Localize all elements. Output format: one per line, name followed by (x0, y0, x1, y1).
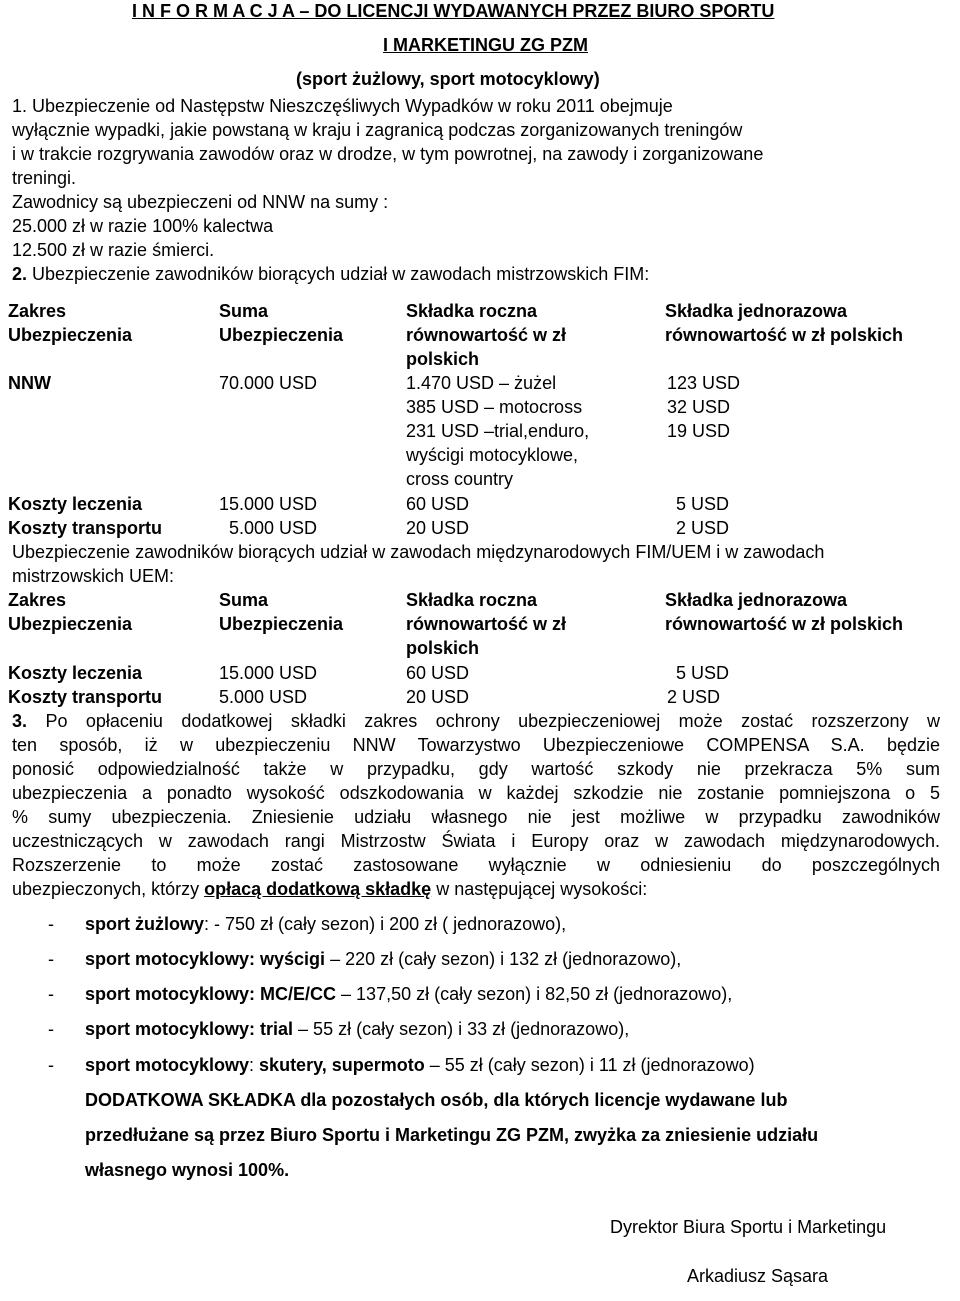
section-3-line: ponosić odpowiedzialność także w przypadku, gdy wartość szkody nie przekracza 5% sum (12, 759, 940, 779)
col-header-jednorazowa-2: równowartość w zł polskich (665, 614, 904, 634)
section-2-number: 2. (12, 264, 28, 284)
col-header-roczna-2: równowartość w zł (406, 614, 567, 634)
list-item-bold: sport motocyklowy: trial (85, 1019, 294, 1039)
section-3-number: 3. (12, 711, 28, 731)
nnw-roczna-line: cross country (406, 469, 514, 489)
col-header-suma-2: Ubezpieczenia (219, 325, 344, 345)
section-2-title-text: Ubezpieczenie zawodników biorących udział w zawodach mistrzowskich FIM: (32, 264, 650, 284)
section-2b-line: Ubezpieczenie zawodników biorących udział w zawodach międzynarodowych FIM/UEM i w zawodach (12, 542, 825, 562)
section-1-line: 12.500 zł w razie śmierci. (12, 240, 215, 260)
nnw-roczna-line: 231 USD –trial,enduro, (406, 421, 590, 441)
list-item-rest: – 137,50 zł (cały sezon) i 82,50 zł (jednorazowo), (336, 984, 733, 1004)
transportu-jednorazowa: 2 USD (676, 518, 730, 538)
section-3-line: ten sposób, iż w ubezpieczeniu NNW Towarzystwo Ubezpieczeniowe COMPENSA S.A. będzie (12, 735, 940, 755)
signature-title: Dyrektor Biura Sportu i Marketingu (610, 1217, 887, 1237)
list-item-bold: sport żużlowy (85, 914, 205, 934)
section-3-text: Po opłaceniu dodatkowej składki zakres ochrony ubezpieczeniowej może zostać rozszerzony w (45, 711, 940, 731)
col-header-zakres: Zakres (8, 301, 67, 321)
section-2-title (12, 263, 649, 285)
row-label-nnw: NNW (8, 373, 51, 393)
transportu-roczna: 20 USD (406, 687, 470, 707)
section-3-line: % sumy ubezpieczenia. Zniesienie udziału własnego nie jest możliwe w przypadku zawodników (12, 807, 940, 827)
extra-fee-line: DODATKOWA SKŁADKA dla pozostałych osób, dla których licencje wydawane lub (85, 1090, 788, 1110)
header-line-2: I MARKETINGU ZG PZM (383, 35, 588, 55)
list-item-bold: sport motocyklowy (85, 1055, 250, 1075)
nnw-jednorazowa-line: 32 USD (667, 397, 731, 417)
row-label-transportu: Koszty transportu (8, 687, 163, 707)
list-item-rest: – 55 zł (cały sezon) i 11 zł (jednorazowo) (424, 1055, 755, 1075)
section-3-last-pre: ubezpieczonych, którzy (12, 879, 205, 899)
list-dash: - (48, 1019, 54, 1039)
section-1-line: Zawodnicy są ubezpieczeni od NNW na sumy : (12, 192, 389, 212)
leczenia-suma: 15.000 USD (219, 494, 318, 514)
extra-fee-line: własnego wynosi 100%. (85, 1160, 290, 1180)
list-item-bold: sport motocyklowy: MC/E/CC (85, 984, 337, 1004)
list-item (85, 1054, 755, 1076)
nnw-suma: 70.000 USD (219, 373, 318, 393)
row-label-leczenia: Koszty leczenia (8, 494, 143, 514)
section-3-last-post: w następującej wysokości: (431, 879, 648, 899)
col-header-suma: Suma (219, 590, 269, 610)
col-header-zakres-2: Ubezpieczenia (8, 325, 133, 345)
list-item-rest: – 55 zł (cały sezon) i 33 zł (jednorazowo), (293, 1019, 630, 1039)
list-item (85, 1018, 629, 1040)
header-line-3: (sport żużlowy, sport motocyklowy) (296, 69, 600, 89)
row-label-leczenia: Koszty leczenia (8, 663, 143, 683)
list-item (85, 948, 681, 970)
list-dash: - (48, 949, 54, 969)
list-item-bold: sport motocyklowy: wyścigi (85, 949, 326, 969)
section-1-line: 25.000 zł w razie 100% kalectwa (12, 216, 274, 236)
list-dash: - (48, 914, 54, 934)
nnw-roczna-line: 1.470 USD – żużel (406, 373, 557, 393)
list-item-mid: : (249, 1055, 260, 1075)
col-header-jednorazowa-2: równowartość w zł polskich (665, 325, 904, 345)
leczenia-roczna: 60 USD (406, 494, 470, 514)
section-1-line: 1. Ubezpieczenie od Następstw Nieszczęśliwych Wypadków w roku 2011 obejmuje (12, 96, 673, 116)
transportu-suma: 5.000 USD (219, 687, 308, 707)
leczenia-roczna: 60 USD (406, 663, 470, 683)
header-line-1: I N F O R M A C J A – DO LICENCJI WYDAWANYCH PRZEZ BIURO SPORTU (132, 1, 775, 21)
list-dash: - (48, 1055, 54, 1075)
section-1-line: i w trakcie rozgrywania zawodów oraz w drodze, w tym powrotnej, na zawody i zorganizowane (12, 144, 764, 164)
leczenia-suma: 15.000 USD (219, 663, 318, 683)
section-3-line: Rozszerzenie to może zostać zastosowane wyłącznie w odniesieniu do poszczególnych (12, 855, 940, 875)
section-1-line: wyłącznie wypadki, jakie powstaną w kraju i zagranicą podczas zorganizowanych treningów (12, 120, 743, 140)
list-item-rest: : - 750 zł (cały sezon) i 200 zł ( jednorazowo), (204, 914, 567, 934)
signature-name: Arkadiusz Sąsara (687, 1266, 829, 1286)
section-1-line: treningi. (12, 168, 77, 188)
leczenia-jednorazowa: 5 USD (676, 663, 730, 683)
nnw-jednorazowa-line: 19 USD (667, 421, 731, 441)
section-3-line: uczestniczących w zawodach rangi Mistrzostw Świata i Europy oraz w zawodach międzynarodowych. (12, 831, 940, 851)
nnw-jednorazowa-line: 123 USD (667, 373, 741, 393)
underlined-phrase: opłacą dodatkową składkę (204, 879, 432, 899)
col-header-roczna-3: polskich (406, 638, 480, 658)
col-header-jednorazowa: Składka jednorazowa (665, 301, 848, 321)
row-label-transportu: Koszty transportu (8, 518, 163, 538)
col-header-roczna-2: równowartość w zł (406, 325, 567, 345)
nnw-roczna-line: 385 USD – motocross (406, 397, 583, 417)
col-header-jednorazowa: Składka jednorazowa (665, 590, 848, 610)
col-header-suma: Suma (219, 301, 269, 321)
col-header-suma-2: Ubezpieczenia (219, 614, 344, 634)
col-header-roczna-3: polskich (406, 349, 480, 369)
col-header-roczna: Składka roczna (406, 590, 538, 610)
extra-fee-line: przedłużane są przez Biuro Sportu i Marketingu ZG PZM, zwyżka za zniesienie udziału (85, 1125, 819, 1145)
section-2b-line: mistrzowskich UEM: (12, 566, 175, 586)
leczenia-jednorazowa: 5 USD (676, 494, 730, 514)
list-item-rest: – 220 zł (cały sezon) i 132 zł (jednorazowo), (325, 949, 682, 969)
nnw-roczna-line: wyścigi motocyklowe, (406, 445, 579, 465)
col-header-zakres: Zakres (8, 590, 67, 610)
transportu-roczna: 20 USD (406, 518, 470, 538)
section-3-line: ubezpieczenia a ponadto wysokość odszkodowania w każdej szkodzie nie zostanie pomniejszona o 5 (12, 783, 940, 803)
col-header-zakres-2: Ubezpieczenia (8, 614, 133, 634)
col-header-roczna: Składka roczna (406, 301, 538, 321)
section-3-line-1 (12, 710, 940, 732)
transportu-jednorazowa: 2 USD (667, 687, 721, 707)
list-item-bold: skutery, supermoto (259, 1055, 425, 1075)
section-3-last-line (12, 878, 647, 900)
list-item (85, 983, 732, 1005)
list-item (85, 913, 566, 935)
list-dash: - (48, 984, 54, 1004)
transportu-suma: 5.000 USD (229, 518, 318, 538)
